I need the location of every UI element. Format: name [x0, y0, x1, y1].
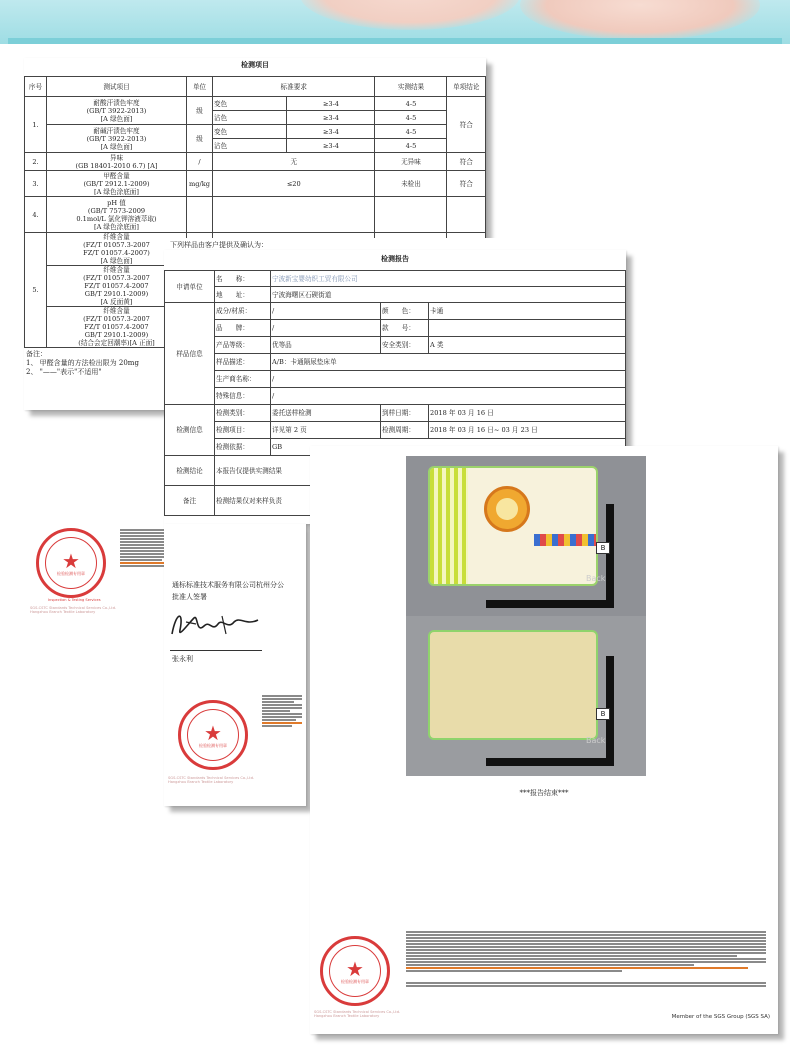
row-std: [213, 197, 375, 233]
field-label: 检测类别：: [215, 405, 271, 422]
field-value: /: [271, 303, 381, 320]
fine-print: [262, 694, 302, 728]
row-verdict: 符合: [447, 97, 486, 153]
row-result: 4-5: [375, 139, 447, 153]
row-item: 耐碱汗渍色牢度 (GB/T 3922-2013) [A 绿色面]: [47, 125, 187, 153]
row-no: 2.: [25, 153, 47, 171]
row-item: 纤维含量 (FZ/T 01057.3-2007 FZ/T 01057.4-2007 GB/T 2910.1-2009) (结合会定回潮率)[A 正面]: [47, 307, 187, 348]
field-label: 安全类别：: [381, 337, 429, 354]
header-cell: 单项结论: [447, 77, 486, 97]
sample-pad-back: [428, 630, 598, 740]
seal-caption-line: Hangzhou Branch Textile Laboratory: [314, 1014, 380, 1019]
banner-photo-skin: [520, 0, 760, 40]
row-item: 纤维含量 (FZ/T 01057.3-2007 FZ/T 01057.4-2007 GB/T 2910.1-2009) [A 反面黄]: [47, 266, 187, 307]
row-item: 甲醛含量 (GB/T 2912.1-2009) [A 绿色涂底面]: [47, 171, 187, 197]
row-sub: 沾色: [213, 139, 287, 153]
notes-label: 备注：: [26, 350, 47, 358]
header-cell: 实测结果: [375, 77, 447, 97]
field-value: 卡通: [429, 303, 626, 320]
field-value: 2018 年 03 月 16 日~ 03 月 23 日: [429, 422, 626, 439]
section-label: 检测结论: [165, 456, 215, 486]
field-value: 详见第 2 页: [271, 422, 381, 439]
field-value: /: [271, 371, 626, 388]
row-result: [375, 197, 447, 233]
row-item: 耐酸汗渍色牢度 (GB/T 3922-2013) [A 绿色面]: [47, 97, 187, 125]
row-result: 4-5: [375, 97, 447, 111]
seal-caption: [168, 776, 298, 785]
seal-caption-line: SGS-CSTC Standards Technical Services Co.,Ltd.: [168, 776, 255, 780]
row-sub: 变色: [213, 97, 287, 111]
section-label: 样品信息: [165, 303, 215, 405]
inspection-seal: [320, 936, 390, 1006]
ruler-horizontal: [486, 758, 614, 766]
pad-bunting: [534, 534, 598, 546]
banner-photo-skin: [300, 0, 520, 30]
top-banner: [0, 0, 790, 44]
field-label: 品 牌：: [215, 320, 271, 337]
seal-text: 检验检测专用章: [57, 570, 85, 576]
seal-caption-line: SGS-CSTC Standards Technical Services Co.,Ltd.: [30, 606, 117, 610]
pre-title: 下列样品由客户提供及确认为：: [170, 240, 310, 250]
pad-stripes: [430, 468, 468, 584]
header-cell: 测试项目: [47, 77, 187, 97]
field-label: 成分/材质：: [215, 303, 271, 320]
seal-text: 检验检测专用章: [199, 742, 227, 748]
field-value: 检测结果仅对来样负责: [215, 486, 626, 516]
field-label: 样品描述：: [215, 354, 271, 371]
row-verdict: 符合: [447, 171, 486, 197]
ruler-vertical: [606, 504, 614, 606]
field-value: A/B：卡通隔尿垫床单: [271, 354, 626, 371]
row-sub: 变色: [213, 125, 287, 139]
field-value: 宁波新宝婴幼织工贸有限公司: [271, 271, 626, 287]
star-icon: ★: [62, 548, 80, 573]
row-unit: 级: [187, 125, 213, 153]
row-no: 1.: [25, 97, 47, 153]
row-sub: 沾色: [213, 111, 287, 125]
report-page-photos: [310, 446, 778, 1034]
footer-member: Member of the SGS Group (SGS SA): [671, 1014, 770, 1020]
fine-print: [406, 930, 766, 988]
field-value: /: [271, 320, 381, 337]
signature-line: [170, 650, 262, 651]
banner-bar: [8, 38, 782, 44]
field-label: 到样日期：: [381, 405, 429, 422]
row-unit: /: [187, 153, 213, 171]
field-value: 委托送样检测: [271, 405, 381, 422]
seal-caption-line: Hangzhou Branch Textile Laboratory: [168, 780, 234, 785]
star-icon: ★: [204, 720, 222, 745]
label-back: Back: [586, 574, 606, 583]
field-label: 生产商名称：: [215, 371, 271, 388]
sample-photo-front: [406, 456, 646, 616]
seal-caption-line: Hangzhou Branch Textile Laboratory: [30, 610, 96, 615]
row-verdict: 符合: [447, 153, 486, 171]
label-back: Back: [586, 736, 606, 745]
field-value: GB: [271, 439, 626, 456]
seal-sub: Inspection & Testing Services: [48, 598, 101, 602]
row-no: 3.: [25, 171, 47, 197]
label-b: B: [596, 542, 610, 554]
seal-text: 检验检测专用章: [341, 978, 369, 984]
page-title: 检测项目: [241, 60, 269, 69]
header-cell: 序号: [25, 77, 47, 97]
field-label: 特殊信息：: [215, 388, 271, 405]
star-icon: ★: [346, 956, 364, 981]
report-page-signature: [164, 524, 306, 806]
section-label: 检测信息: [165, 405, 215, 456]
seal-caption-line: SGS-CSTC Standards Technical Services Co.,Ltd.: [314, 1010, 401, 1014]
inspection-seal: [178, 700, 248, 770]
note-line: 1、 甲醛含量的方法检出限为 20mg: [26, 359, 139, 367]
field-label: 地 址：: [215, 287, 271, 303]
field-label: 检测依据：: [215, 439, 271, 456]
seal-caption: [30, 606, 140, 615]
page-title: 检测报告: [381, 254, 409, 263]
row-result: 4-5: [375, 125, 447, 139]
company-name: 通标标准技术服务有限公司杭州分公: [172, 581, 284, 589]
row-std: ≥3-4: [287, 111, 375, 125]
sample-photo-back: [406, 616, 646, 776]
row-item: pH 值 (GB/T 7573-2009 0.1mol/L 氯化钾溶液萃取) [A 绿色涂底面]: [47, 197, 187, 233]
label-b: B: [596, 708, 610, 720]
row-std: ≥3-4: [287, 97, 375, 111]
field-value: 本报告仅提供实测结果: [215, 456, 626, 486]
sample-pad-front: [428, 466, 598, 586]
field-value: 宁波海曙区石碶街道: [271, 287, 626, 303]
row-result: 未检出: [375, 171, 447, 197]
field-label: 检测项目：: [215, 422, 271, 439]
field-label: 颜 色：: [381, 303, 429, 320]
pad-lion-face: [496, 498, 518, 520]
row-unit: 级: [187, 97, 213, 125]
field-value: A 类: [429, 337, 626, 354]
field-label: 名 称：: [215, 271, 271, 287]
field-label: 款 号：: [381, 320, 429, 337]
row-item: 异味 (GB 18401-2010 6.7) [A]: [47, 153, 187, 171]
row-verdict: [447, 197, 486, 233]
section-label: 备注: [165, 486, 215, 516]
note-line: 2、 "——"表示"不适用": [26, 368, 102, 376]
field-value: [429, 320, 626, 337]
approver-label: 批准人签署: [172, 593, 207, 601]
ruler-horizontal: [486, 600, 614, 608]
section-label: 申请单位: [165, 271, 215, 303]
row-result: 无异味: [375, 153, 447, 171]
row-std: ≤20: [213, 171, 375, 197]
inspection-seal: [36, 528, 106, 598]
row-no: 5.: [25, 233, 47, 348]
field-value: 2018 年 03 月 16 日: [429, 405, 626, 422]
header-cell: 单位: [187, 77, 213, 97]
row-unit: [187, 197, 213, 233]
row-std: 无: [213, 153, 375, 171]
signature-icon: [166, 604, 266, 644]
report-end: ***报告结束***: [519, 789, 569, 797]
field-value: 优等品: [271, 337, 381, 354]
row-no: 4.: [25, 197, 47, 233]
field-value: /: [271, 388, 626, 405]
row-unit: mg/kg: [187, 171, 213, 197]
row-std: ≥3-4: [287, 125, 375, 139]
row-item: 纤维含量 (FZ/T 01057.3-2007 FZ/T 01057.4-2007) [A 绿色面]: [47, 233, 187, 266]
signer-name: 张永利: [172, 655, 193, 663]
field-label: 产品等级：: [215, 337, 271, 354]
row-std: ≥3-4: [287, 139, 375, 153]
row-result: 4-5: [375, 111, 447, 125]
field-label: 检测周期：: [381, 422, 429, 439]
header-cell: 标准要求: [213, 77, 375, 97]
seal-caption: [314, 1010, 454, 1019]
